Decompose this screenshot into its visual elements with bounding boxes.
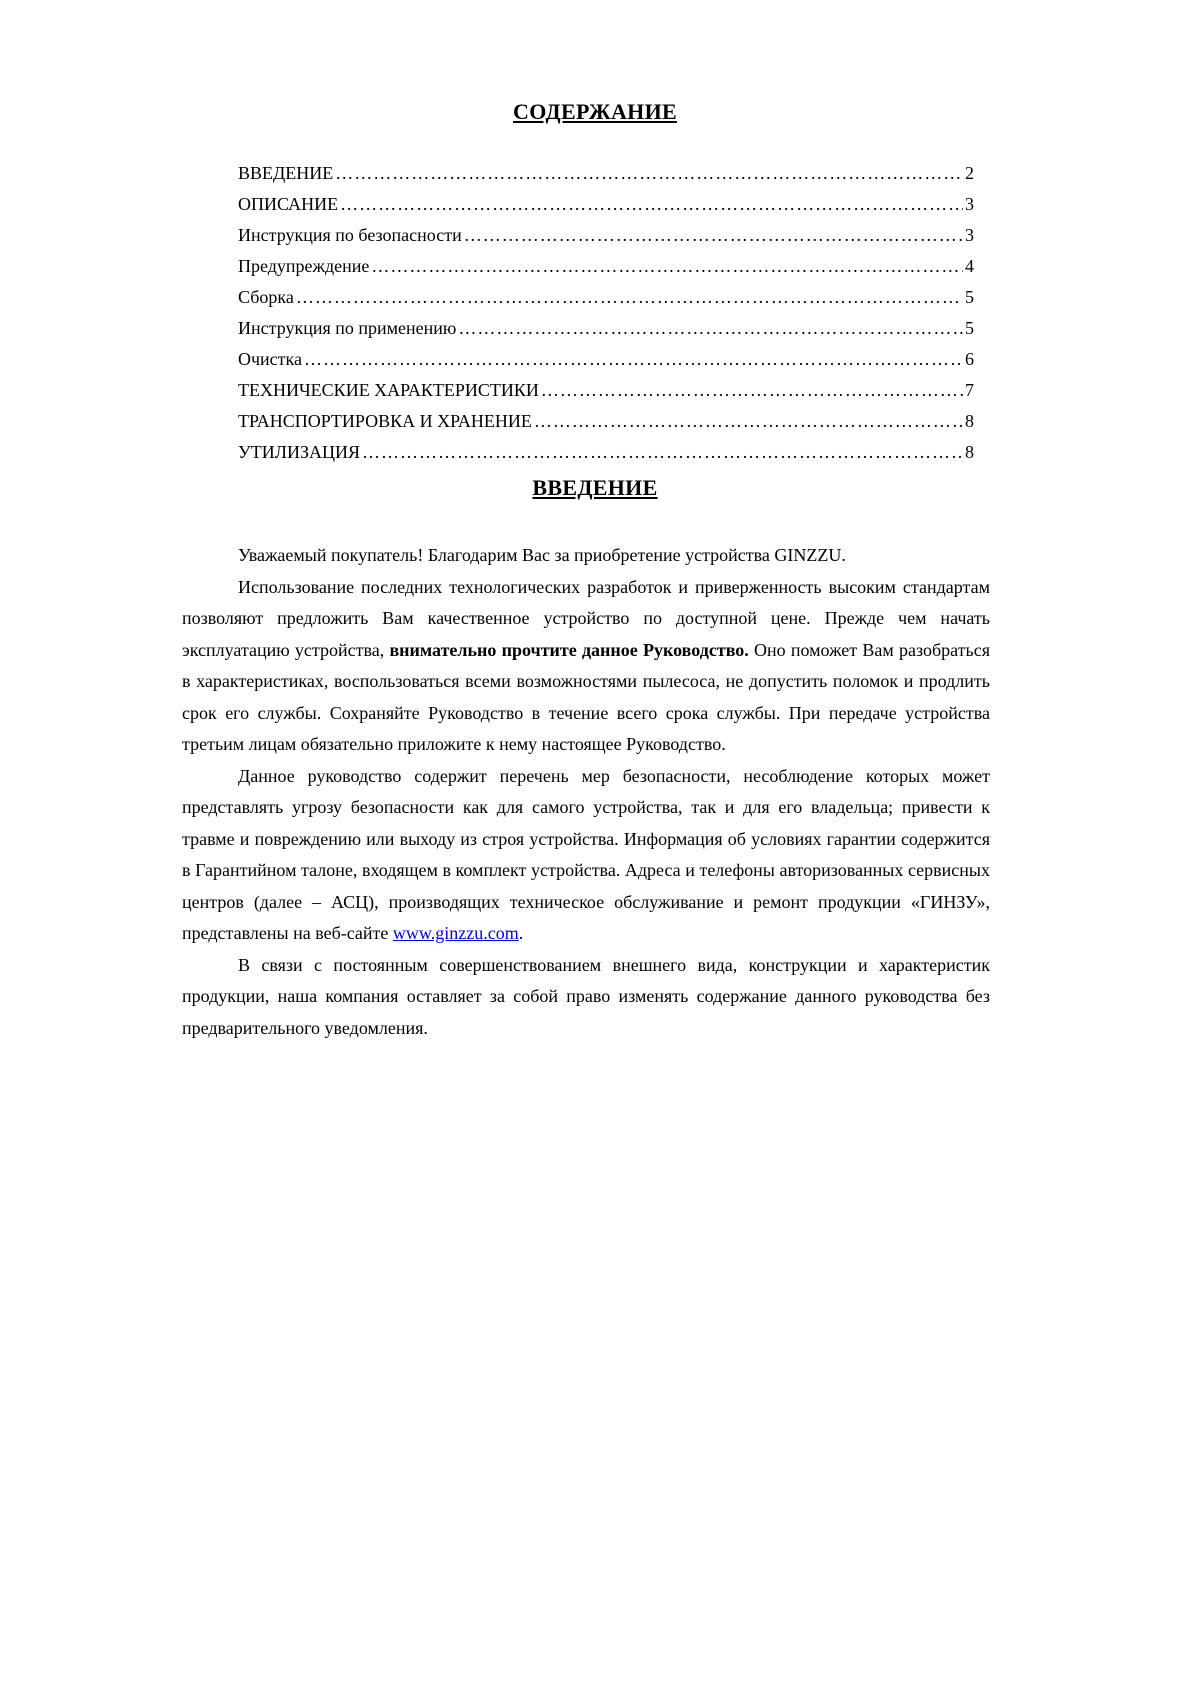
toc-entry-label: ОПИСАНИЕ: [238, 194, 339, 214]
toc-entry-label: ТЕХНИЧЕСКИЕ ХАРАКТЕРИСТИКИ: [238, 380, 539, 400]
toc-leader-dots: [541, 380, 963, 401]
intro-paragraph-technology: [182, 572, 990, 761]
toc-entry-specifications[interactable]: [238, 380, 974, 411]
intro-paragraph-changes: В связи с постоянным совершенствованием внешнего вида, конструкции и характеристик продукции, наша компания оставляет за собой право изменять содержание данного руководства без предварительного уведомления.: [182, 954, 990, 1038]
toc-entry-usage[interactable]: [238, 318, 974, 349]
toc-entry-label: ВВЕДЕНИЕ: [238, 163, 334, 183]
toc-entry-description[interactable]: [238, 194, 974, 225]
toc-entry-page: 5: [965, 287, 974, 307]
toc-entry-introduction[interactable]: [238, 163, 974, 194]
toc-entry-page: 3: [965, 194, 974, 214]
toc-entry-page: 2: [965, 163, 974, 183]
paragraph-text: Оно поможет Вам разобраться в характеристиках, воспользоваться всеми возможностями пылесоса, не допустить поломок и продлить срок его службы. Сохраняйте Руководство в течение всего срока службы. При передаче устройства третьим лицам обязательно приложите к нему настоящее Руководство.: [182, 639, 991, 754]
paragraph-text: Использование последних технологических разработок и приверженность высоким стандартам позволяют предложить Вам качественное устройство по доступной цене. Прежде чем начать эксплуатацию устройства,: [182, 576, 990, 660]
toc-entry-page: 3: [965, 225, 974, 245]
intro-paragraph-safety: [182, 761, 990, 950]
toc-entry-page: 5: [965, 318, 974, 338]
toc-leader-dots: [304, 349, 963, 370]
toc-entry-page: 6: [965, 349, 974, 369]
intro-title: ВВЕДЕНИЕ: [532, 475, 658, 500]
toc-entry-disposal[interactable]: [238, 442, 974, 473]
intro-body: [182, 540, 990, 1044]
toc-leader-dots: [458, 318, 963, 339]
toc-entry-page: 7: [965, 380, 974, 400]
toc-leader-dots: [296, 287, 963, 308]
toc-leader-dots: [362, 442, 963, 463]
website-link[interactable]: www.ginzzu.com: [392, 923, 519, 943]
toc-entry-page: 8: [965, 442, 974, 462]
toc-entry-assembly[interactable]: [238, 287, 974, 318]
toc-entry-cleaning[interactable]: [238, 349, 974, 380]
table-of-contents: [238, 163, 974, 473]
toc-entry-page: 8: [965, 411, 974, 431]
toc-leader-dots: [335, 163, 963, 184]
toc-entry-label: Сборка: [238, 287, 294, 307]
toc-leader-dots: [534, 411, 963, 432]
toc-entry-label: Инструкция по безопасности: [238, 225, 462, 245]
toc-entry-label: ТРАНСПОРТИРОВКА И ХРАНЕНИЕ: [238, 411, 532, 431]
paragraph-emphasis: внимательно прочтите данное Руководство.: [389, 639, 749, 660]
paragraph-text: .: [518, 923, 524, 943]
toc-entry-warning[interactable]: [238, 256, 974, 287]
toc-title: СОДЕРЖАНИЕ: [513, 99, 677, 124]
toc-entry-label: Очистка: [238, 349, 303, 369]
intro-paragraph-greeting: Уважаемый покупатель! Благодарим Вас за приобретение устройства GINZZU.: [238, 545, 846, 565]
toc-entry-safety[interactable]: [238, 225, 974, 256]
toc-leader-dots: [464, 225, 963, 246]
toc-entry-label: Предупреждение: [238, 256, 370, 276]
paragraph-text: Данное руководство содержит перечень мер безопасности, несоблюдение которых может представлять угрозу безопасности как для самого устройства, так и для его владельца; привести к травме и повреждению или выходу из строя устройства. Информация об условиях гарантии содержится в Гарантийном талоне, входящем в комплект устройства. Адреса и телефоны авторизованных сервисных центров (далее – АСЦ), производящих техническое обслуживание и ремонт продукции «ГИНЗУ», представлены на веб-сайте: [182, 765, 990, 943]
toc-leader-dots: [340, 194, 963, 215]
toc-entry-label: Инструкция по применению: [238, 318, 457, 338]
toc-entry-transport-storage[interactable]: [238, 411, 974, 442]
toc-entry-label: УТИЛИЗАЦИЯ: [238, 442, 360, 462]
toc-leader-dots: [371, 256, 963, 277]
toc-entry-page: 4: [965, 256, 974, 276]
